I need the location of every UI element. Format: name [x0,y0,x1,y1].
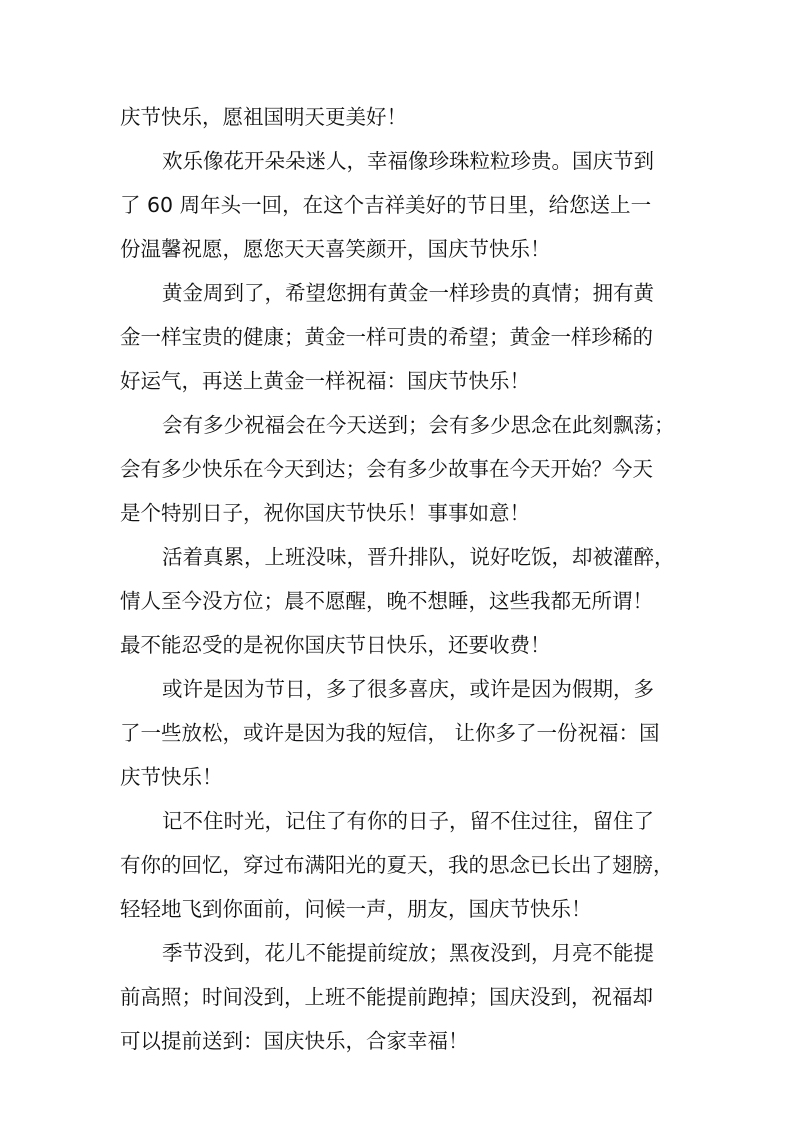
text-line: 欢乐像花开朵朵迷人，幸福像珍珠粒粒珍贵。国庆节到 [162,149,654,173]
text-line: 季节没到，花儿不能提前绽放；黑夜没到，月亮不能提 [162,941,654,965]
text-line: 好运气，再送上黄金一样祝福：国庆节快乐！ [120,369,530,393]
text-line: 了 60 周年头一回，在这个吉祥美好的节日里，给您送上一 [120,193,652,217]
text-line: 是个特别日子，祝你国庆节快乐！事事如意！ [120,501,530,525]
text-line: 或许是因为节日，多了很多喜庆，或许是因为假期，多 [162,677,654,701]
text-line: 记不住时光，记住了有你的日子，留不住过往，留住了 [162,809,654,833]
text-line: 庆节快乐，愿祖国明天更美好！ [120,105,407,129]
text-line: 黄金周到了，希望您拥有黄金一样珍贵的真情；拥有黄 [162,281,654,305]
text-line: 活着真累，上班没味，晋升排队，说好吃饭，却被灌醉， [162,545,675,569]
text-line: 会有多少祝福会在今天送到；会有多少思念在此刻飘荡； [162,413,675,437]
text-line: 情人至今没方位；晨不愿醒，晚不想睡，这些我都无所谓！ [120,589,653,613]
text-line: 会有多少快乐在今天到达；会有多少故事在今天开始？今天 [120,457,653,481]
text-line: 金一样宝贵的健康；黄金一样可贵的希望；黄金一样珍稀的 [120,325,653,349]
text-line: 份温馨祝愿，愿您天天喜笑颜开，国庆节快乐！ [120,237,551,261]
text-line: 最不能忍受的是祝你国庆节日快乐，还要收费！ [120,633,551,657]
text-line: 可以提前送到：国庆快乐，合家幸福！ [120,1029,469,1053]
text-line: 庆节快乐！ [120,765,223,789]
text-line: 前高照；时间没到，上班不能提前跑掉；国庆没到，祝福却 [120,985,653,1009]
document-body [120,95,680,1063]
text-line: 了一些放松，或许是因为我的短信， 让你多了一份祝福：国 [120,721,660,745]
text-line: 有你的回忆，穿过布满阳光的夏天，我的思念已长出了翅膀， [120,853,674,877]
text-line: 轻轻地飞到你面前，问候一声，朋友，国庆节快乐！ [120,897,592,921]
